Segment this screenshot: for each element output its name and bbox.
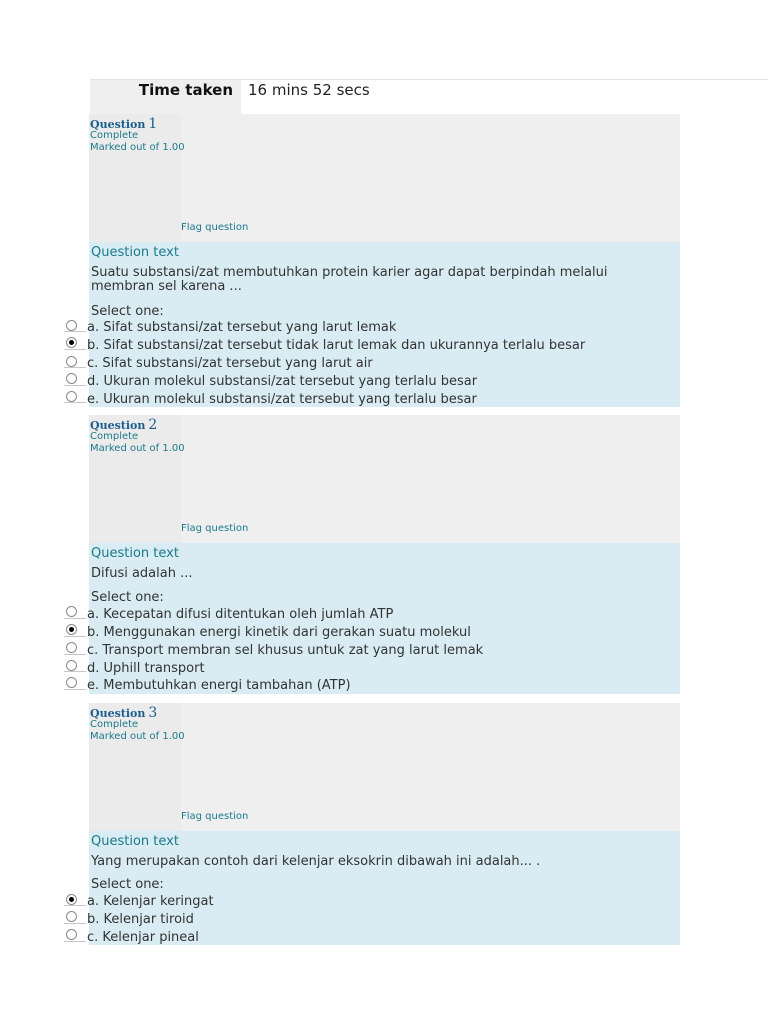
time-taken-row [90,79,768,114]
radio-underline [64,367,86,368]
answer-radio[interactable] [66,929,77,940]
radio-underline [64,331,86,332]
radio-underline [64,689,86,690]
question-info-3 [89,703,680,831]
radio-underline [64,618,86,619]
answer-option[interactable]: d. Ukuran molekul substansi/zat tersebut yang terlalu besar [87,374,478,389]
radio-underline [64,385,86,386]
time-taken-value: 16 mins 52 secs [248,81,370,99]
answer-option[interactable]: a. Kelenjar keringat [87,894,214,909]
select-one-prompt: Select one: [91,590,164,605]
question-info-2 [89,415,680,543]
radio-underline [64,671,86,672]
answer-option[interactable]: a. Sifat substansi/zat tersebut yang larut lemak [87,320,397,335]
question-text: Yang merupakan contoh dari kelenjar eksokrin dibawah ini adalah... . [91,854,541,869]
answer-option[interactable]: e. Membutuhkan energi tambahan (ATP) [87,678,351,693]
answer-option[interactable]: b. Menggunakan energi kinetik dari gerakan suatu molekul [87,625,471,640]
question-number: Question 1 [90,116,158,132]
answer-radio[interactable] [66,624,77,635]
question-state: Complete [90,719,139,730]
radio-underline [64,636,86,637]
answer-radio[interactable] [66,642,77,653]
question-text-heading: Question text [91,834,179,849]
answer-radio[interactable] [66,337,77,348]
question-text: Difusi adalah ... [91,566,193,581]
question-text-heading: Question text [91,546,179,561]
select-one-prompt: Select one: [91,304,164,319]
answer-radio[interactable] [66,606,77,617]
question-number: Question 3 [90,705,158,721]
answer-radio[interactable] [66,677,77,688]
radio-underline [64,941,86,942]
answer-option[interactable]: e. Ukuran molekul substansi/zat tersebut yang terlalu besar [87,392,477,407]
question-grade: Marked out of 1.00 [90,731,185,742]
answer-option[interactable]: a. Kecepatan difusi ditentukan oleh jumlah ATP [87,607,394,622]
radio-underline [64,349,86,350]
radio-underline [64,654,86,655]
question-info-1 [89,114,680,242]
answer-radio[interactable] [66,320,77,331]
question-text-heading: Question text [91,245,179,260]
question-number: Question 2 [90,417,158,433]
radio-underline [64,923,86,924]
answer-option[interactable]: b. Kelenjar tiroid [87,912,194,927]
answer-radio[interactable] [66,894,77,905]
question-content-3 [89,831,680,945]
question-state: Complete [90,431,139,442]
time-taken-label: Time taken [90,80,241,114]
answer-radio[interactable] [66,660,77,671]
flag-question-link[interactable]: Flag question [181,222,249,233]
answer-radio[interactable] [66,356,77,367]
answer-option[interactable]: c. Kelenjar pineal [87,930,199,945]
answer-option[interactable]: c. Sifat substansi/zat tersebut yang larut air [87,356,373,371]
radio-underline [64,905,86,906]
radio-underline [64,402,86,403]
answer-option[interactable]: c. Transport membran sel khusus untuk zat yang larut lemak [87,643,484,658]
flag-question-link[interactable]: Flag question [181,523,249,534]
question-grade: Marked out of 1.00 [90,142,185,153]
answer-radio[interactable] [66,373,77,384]
answer-radio[interactable] [66,911,77,922]
answer-radio[interactable] [66,391,77,402]
question-state: Complete [90,130,139,141]
answer-option[interactable]: b. Sifat substansi/zat tersebut tidak larut lemak dan ukurannya terlalu besar [87,338,586,353]
select-one-prompt: Select one: [91,877,164,892]
question-text: Suatu substansi/zat membutuhkan protein karier agar dapat berpindah melalui membran sel karena ... [91,265,608,294]
answer-option[interactable]: d. Uphill transport [87,661,205,676]
question-grade: Marked out of 1.00 [90,443,185,454]
flag-question-link[interactable]: Flag question [181,811,249,822]
